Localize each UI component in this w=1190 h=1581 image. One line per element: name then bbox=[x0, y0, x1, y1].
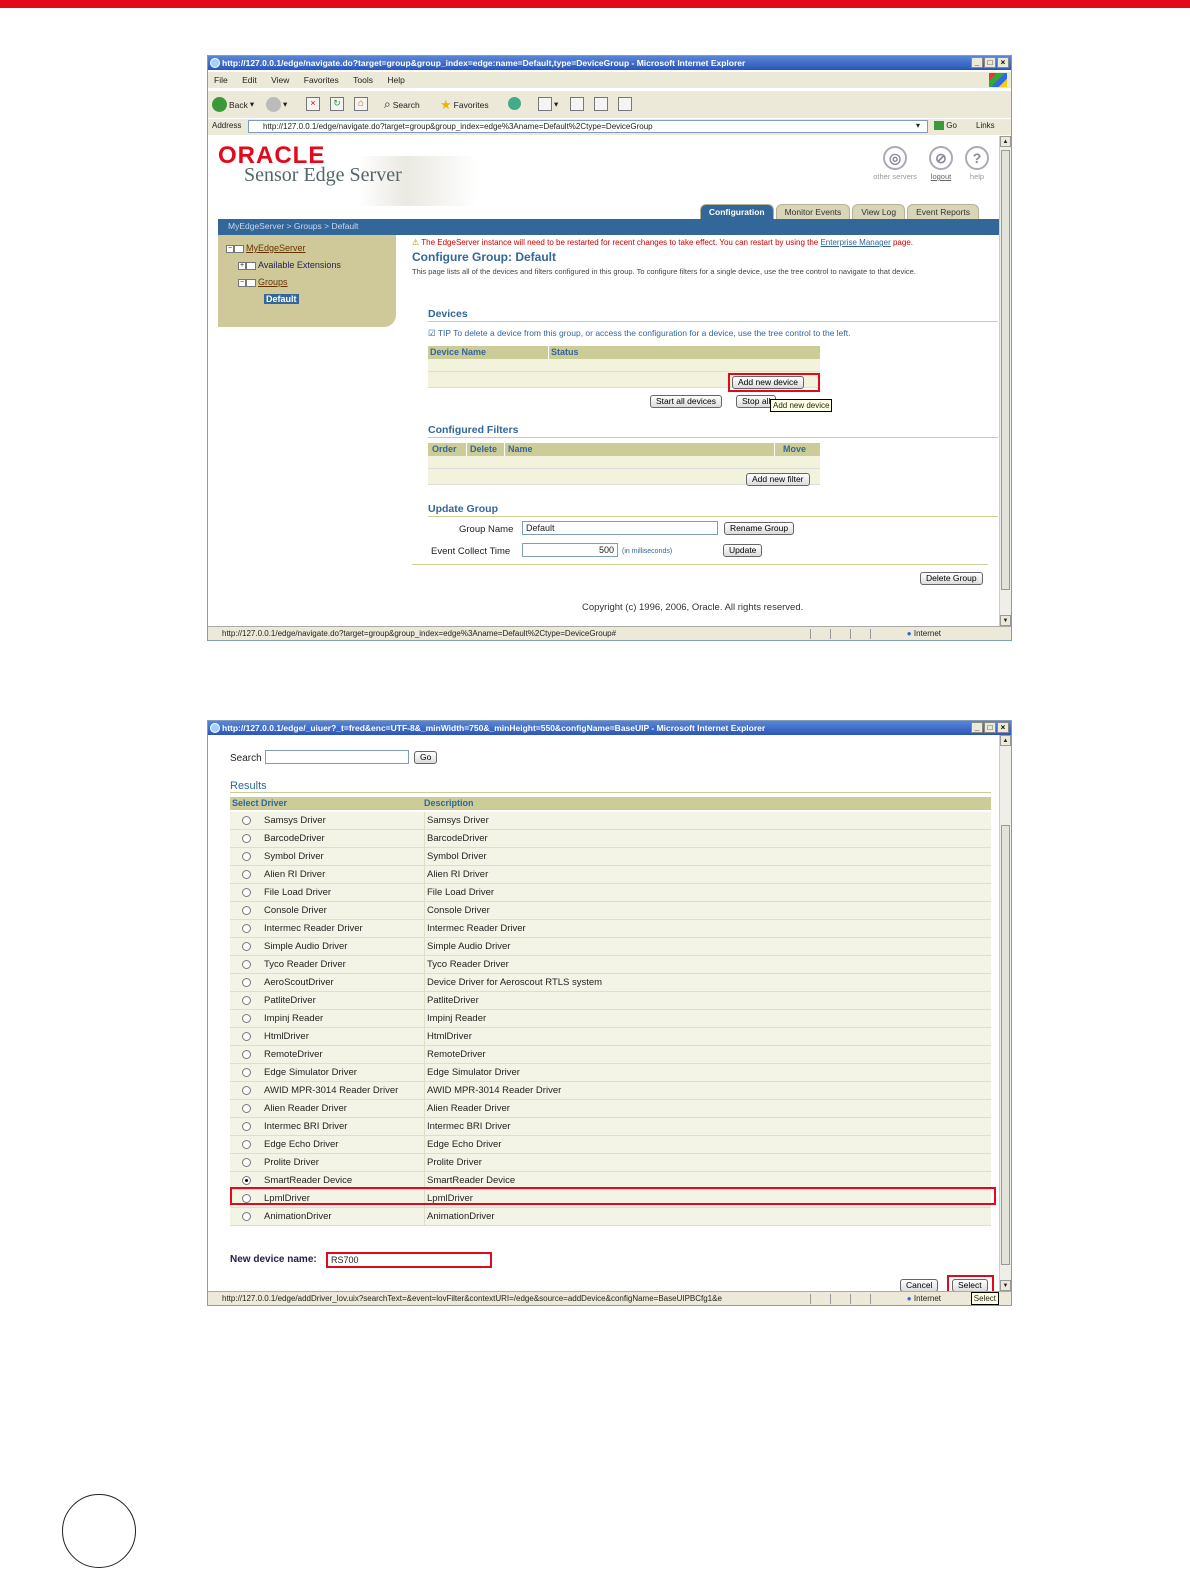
driver-row[interactable] bbox=[230, 1118, 991, 1136]
filters-section bbox=[428, 424, 998, 438]
servers-icon: ◎ bbox=[883, 146, 907, 170]
driver-radio[interactable] bbox=[242, 1032, 251, 1041]
status-url: http://127.0.0.1/edge/navigate.do?target=group&group_index=edge%3Aname=Default%2Ctype=DeviceGroup# bbox=[222, 629, 617, 638]
filters-empty-row bbox=[428, 456, 820, 469]
driver-name: Samsys Driver bbox=[264, 815, 326, 826]
driver-row[interactable] bbox=[230, 1082, 991, 1100]
stop-button[interactable] bbox=[306, 97, 320, 111]
close-icon[interactable]: × bbox=[997, 722, 1009, 733]
ie-icon bbox=[210, 723, 220, 733]
scroll-up-icon[interactable]: ▲ bbox=[1000, 136, 1011, 147]
driver-description: PatliteDriver bbox=[424, 992, 479, 1009]
driver-row[interactable] bbox=[230, 1100, 991, 1118]
status-zone: ● Internet bbox=[906, 629, 941, 638]
driver-description: Edge Echo Driver bbox=[424, 1136, 501, 1153]
navigation-tree bbox=[218, 235, 396, 327]
devices-section bbox=[428, 308, 998, 339]
expand-icon[interactable]: + bbox=[239, 261, 245, 269]
driver-name: RemoteDriver bbox=[264, 1049, 323, 1060]
menu-tools[interactable]: Tools bbox=[353, 75, 373, 85]
devices-tip: ☑ TIP To delete a device from this group, or access the configuration for a device, use the tree control to the left. bbox=[428, 328, 851, 338]
menu-help[interactable]: Help bbox=[387, 75, 405, 85]
driver-name: Alien RI Driver bbox=[264, 869, 326, 880]
driver-name: Symbol Driver bbox=[264, 851, 324, 862]
driver-name: Intermec BRI Driver bbox=[264, 1121, 348, 1132]
delete-group-button[interactable]: Delete Group bbox=[920, 572, 983, 585]
history-button[interactable] bbox=[508, 97, 521, 110]
driver-name: Prolite Driver bbox=[264, 1157, 319, 1168]
links-button[interactable]: Links bbox=[976, 121, 995, 130]
dialog-scrollbar[interactable] bbox=[999, 735, 1011, 1291]
new-device-label: New device name: bbox=[230, 1254, 317, 1265]
driver-name: LpmlDriver bbox=[264, 1193, 310, 1204]
add-new-device-button[interactable]: Add new device bbox=[732, 376, 804, 389]
driver-description: Tyco Reader Driver bbox=[424, 956, 509, 973]
globe-icon: ● bbox=[906, 1294, 912, 1303]
filters-table-header bbox=[428, 443, 820, 456]
driver-description: RemoteDriver bbox=[424, 1046, 486, 1063]
tab-event-reports[interactable]: Event Reports bbox=[907, 204, 979, 219]
scroll-thumb[interactable] bbox=[1001, 150, 1010, 590]
driver-radio[interactable] bbox=[242, 1122, 251, 1131]
driver-radio[interactable] bbox=[242, 1050, 251, 1059]
event-collect-label: Event Collect Time bbox=[431, 546, 511, 557]
group-name-label: Group Name bbox=[459, 524, 514, 535]
status-separator bbox=[830, 1294, 831, 1304]
messenger-icon bbox=[618, 97, 632, 111]
globe-icon: ● bbox=[906, 629, 912, 638]
address-dropdown-icon[interactable]: ▾ bbox=[916, 121, 921, 130]
cancel-button[interactable]: Cancel bbox=[900, 1279, 938, 1291]
scroll-thumb[interactable] bbox=[1001, 825, 1010, 1265]
menu-edit[interactable]: Edit bbox=[242, 75, 257, 85]
driver-row[interactable] bbox=[230, 848, 991, 866]
devices-heading: Devices bbox=[428, 308, 998, 322]
update-group-heading: Update Group bbox=[428, 503, 998, 517]
status-separator bbox=[850, 1294, 851, 1304]
tab-view-log[interactable]: View Log bbox=[852, 204, 905, 219]
driver-radio[interactable] bbox=[242, 978, 251, 987]
driver-row[interactable] bbox=[230, 1208, 991, 1226]
address-bar bbox=[208, 119, 1011, 135]
driver-description: Intermec BRI Driver bbox=[424, 1118, 510, 1135]
driver-row[interactable] bbox=[230, 956, 991, 974]
driver-row[interactable] bbox=[230, 1010, 991, 1028]
driver-name: AeroScoutDriver bbox=[264, 977, 334, 988]
add-device-tooltip: Add new device bbox=[770, 399, 832, 412]
menu-view[interactable]: View bbox=[271, 75, 290, 85]
home-icon: ⌂ bbox=[354, 97, 368, 111]
driver-description: AWID MPR-3014 Reader Driver bbox=[424, 1082, 561, 1099]
browser-window-configure-group bbox=[207, 55, 1012, 641]
col-device-name: Device Name bbox=[430, 347, 487, 357]
menu-file[interactable]: File bbox=[214, 75, 228, 85]
driver-radio[interactable] bbox=[242, 870, 251, 879]
tab-configuration[interactable]: Configuration bbox=[700, 204, 774, 219]
mail-button[interactable]: ▾ bbox=[538, 97, 558, 111]
status-separator bbox=[850, 629, 851, 639]
highlight-add-device bbox=[728, 373, 820, 392]
highlight-selected-row bbox=[230, 1187, 996, 1205]
address-label: Address bbox=[212, 121, 242, 130]
driver-name: HtmlDriver bbox=[264, 1031, 309, 1042]
stop-all-devices-button[interactable]: Stop all bbox=[736, 395, 776, 408]
driver-radio[interactable] bbox=[242, 942, 251, 951]
driver-radio[interactable] bbox=[242, 960, 251, 969]
driver-radio[interactable] bbox=[242, 1176, 251, 1185]
start-all-devices-button[interactable]: Start all devices bbox=[650, 395, 722, 408]
browser-window-select-driver bbox=[207, 720, 1012, 1306]
driver-name: Console Driver bbox=[264, 905, 327, 916]
star-icon: ★ bbox=[440, 97, 452, 112]
mail-icon bbox=[538, 97, 552, 111]
driver-name: PatliteDriver bbox=[264, 995, 316, 1006]
maximize-icon[interactable]: □ bbox=[984, 722, 996, 733]
col-status: Status bbox=[548, 346, 579, 359]
driver-description: Symbol Driver bbox=[424, 848, 487, 865]
driver-row[interactable] bbox=[230, 1046, 991, 1064]
go-button[interactable]: Go bbox=[414, 751, 437, 764]
go-button[interactable]: Go bbox=[934, 121, 957, 130]
select-tooltip: Select bbox=[971, 1292, 999, 1305]
section-divider bbox=[412, 564, 988, 565]
home-button[interactable] bbox=[354, 97, 368, 111]
status-separator bbox=[810, 1294, 811, 1304]
logout-link[interactable]: ⊘ logout bbox=[929, 146, 953, 181]
history-icon bbox=[508, 97, 521, 110]
window-title: http://127.0.0.1/edge/navigate.do?target=group&group_index=edge:name=Default,type=DeviceGroup - Microsoft Internet Explorer bbox=[222, 58, 746, 68]
driver-row[interactable] bbox=[230, 974, 991, 992]
print-icon bbox=[570, 97, 584, 111]
main-tabs bbox=[700, 204, 979, 219]
enterprise-manager-link[interactable]: Enterprise Manager bbox=[820, 238, 891, 247]
status-bar bbox=[208, 626, 1011, 640]
driver-row[interactable] bbox=[230, 1154, 991, 1172]
window-titlebar bbox=[208, 56, 1011, 70]
driver-name: Edge Echo Driver bbox=[264, 1139, 339, 1150]
driver-description: BarcodeDriver bbox=[424, 830, 488, 847]
page-content bbox=[208, 136, 999, 626]
driver-description: Prolite Driver bbox=[424, 1154, 482, 1171]
driver-description: Console Driver bbox=[424, 902, 490, 919]
driver-radio[interactable] bbox=[242, 1140, 251, 1149]
help-link[interactable]: ? help bbox=[965, 146, 989, 181]
scroll-down-icon[interactable]: ▼ bbox=[1000, 1280, 1011, 1291]
results-header bbox=[230, 797, 991, 810]
status-separator bbox=[810, 629, 811, 639]
status-separator bbox=[830, 629, 831, 639]
forward-arrow-icon bbox=[266, 97, 281, 112]
favorites-button[interactable]: ★ Favorites bbox=[440, 97, 489, 112]
status-separator bbox=[870, 629, 871, 639]
driver-row[interactable] bbox=[230, 866, 991, 884]
driver-description: Alien RI Driver bbox=[424, 866, 488, 883]
menu-bar bbox=[208, 72, 1011, 88]
browser-toolbar bbox=[208, 90, 1011, 118]
page-scrollbar[interactable] bbox=[999, 136, 1011, 626]
driver-radio[interactable] bbox=[242, 924, 251, 933]
driver-row[interactable] bbox=[230, 1064, 991, 1082]
driver-radio[interactable] bbox=[242, 888, 251, 897]
refresh-icon: ↻ bbox=[330, 97, 344, 111]
col-order: Order bbox=[432, 444, 457, 454]
driver-row[interactable] bbox=[230, 920, 991, 938]
driver-name: File Load Driver bbox=[264, 887, 332, 898]
driver-name: Edge Simulator Driver bbox=[264, 1067, 357, 1078]
search-icon: ⌕ bbox=[384, 97, 391, 111]
window-titlebar bbox=[208, 721, 1011, 735]
maximize-icon[interactable]: □ bbox=[984, 57, 996, 68]
driver-row[interactable] bbox=[230, 1028, 991, 1046]
col-select-driver: Select Driver bbox=[232, 798, 288, 808]
driver-description: File Load Driver bbox=[424, 884, 494, 901]
driver-description: Impinj Reader bbox=[424, 1010, 486, 1027]
windows-logo-icon bbox=[989, 73, 1007, 87]
col-description: Description bbox=[424, 798, 474, 808]
tree-item-root[interactable]: − MyEdgeServer bbox=[227, 243, 306, 253]
tree-item-extensions[interactable]: + Available Extensions bbox=[239, 260, 341, 270]
search-input[interactable] bbox=[265, 750, 409, 764]
driver-name: Intermec Reader Driver bbox=[264, 923, 363, 934]
driver-radio[interactable] bbox=[242, 1014, 251, 1023]
close-icon[interactable]: × bbox=[997, 57, 1009, 68]
new-device-name-input[interactable]: RS700 bbox=[326, 1252, 492, 1268]
copyright: Copyright (c) 1996, 2006, Oracle. All rights reserved. bbox=[582, 602, 804, 613]
global-links bbox=[873, 146, 989, 181]
driver-row[interactable] bbox=[230, 902, 991, 920]
page-description: This page lists all of the devices and filters configured in this group. To configure filters for a single device, use the tree control to navigate to that device. bbox=[412, 267, 916, 276]
stop-icon: × bbox=[306, 97, 320, 111]
page-number-circle bbox=[62, 1494, 136, 1568]
update-group-section bbox=[428, 503, 998, 517]
minimize-icon[interactable]: _ bbox=[971, 57, 983, 68]
tip-icon: ☑ bbox=[428, 328, 436, 338]
driver-row[interactable] bbox=[230, 884, 991, 902]
driver-radio[interactable] bbox=[242, 834, 251, 843]
address-input[interactable]: http://127.0.0.1/edge/navigate.do?target=group&group_index=edge%3Aname=Default%2Ctype=DeviceGroup bbox=[248, 120, 928, 133]
highlight-select-button bbox=[947, 1275, 994, 1291]
driver-description: Simple Audio Driver bbox=[424, 938, 510, 955]
status-url: http://127.0.0.1/edge/addDriver_lov.uix?searchText=&event=lovFilter&contextURI=/edge&source=addDevice&configName=BaseUIPBCfg1&e bbox=[222, 1294, 722, 1303]
dialog-content bbox=[208, 735, 999, 1291]
back-arrow-icon bbox=[212, 97, 227, 112]
col-delete: Delete bbox=[466, 443, 504, 456]
edit-button[interactable] bbox=[594, 97, 608, 111]
tree-item-default[interactable]: Default bbox=[266, 294, 297, 304]
driver-name: Impinj Reader bbox=[264, 1013, 324, 1024]
driver-row[interactable] bbox=[230, 1136, 991, 1154]
driver-description: Samsys Driver bbox=[424, 812, 489, 829]
driver-row[interactable] bbox=[230, 992, 991, 1010]
back-button[interactable]: Back ▾ bbox=[212, 97, 254, 112]
ie-icon bbox=[210, 58, 220, 68]
driver-description: Alien Reader Driver bbox=[424, 1100, 510, 1117]
main-panel bbox=[412, 238, 989, 277]
messenger-button[interactable] bbox=[618, 97, 632, 111]
driver-name: AnimationDriver bbox=[264, 1211, 332, 1222]
driver-radio[interactable] bbox=[242, 1104, 251, 1113]
driver-radio[interactable] bbox=[242, 1158, 251, 1167]
add-new-filter-button[interactable]: Add new filter bbox=[746, 473, 810, 486]
status-bar bbox=[208, 1291, 1011, 1305]
oracle-logo: ORACLE bbox=[218, 142, 326, 169]
status-separator bbox=[870, 1294, 871, 1304]
driver-name: Simple Audio Driver bbox=[264, 941, 348, 952]
driver-name: Tyco Reader Driver bbox=[264, 959, 346, 970]
folder-icon bbox=[246, 279, 256, 287]
col-move: Move bbox=[774, 443, 806, 456]
driver-name: AWID MPR-3014 Reader Driver bbox=[264, 1085, 399, 1096]
select-button[interactable]: Select bbox=[952, 1279, 988, 1291]
group-name-input[interactable]: Default bbox=[522, 521, 718, 535]
driver-row[interactable] bbox=[230, 830, 991, 848]
tab-monitor-events[interactable]: Monitor Events bbox=[776, 204, 851, 219]
driver-name: Alien Reader Driver bbox=[264, 1103, 347, 1114]
event-collect-input[interactable]: 500 bbox=[522, 543, 618, 557]
update-button[interactable]: Update bbox=[723, 544, 762, 557]
driver-radio[interactable] bbox=[242, 816, 251, 825]
scroll-up-icon[interactable]: ▲ bbox=[1000, 735, 1011, 746]
results-heading: Results bbox=[230, 780, 991, 793]
warning-icon: ⚠ bbox=[412, 238, 420, 247]
folder-icon bbox=[246, 262, 256, 270]
product-name: Sensor Edge Server bbox=[244, 164, 402, 186]
collapse-icon[interactable]: − bbox=[227, 244, 233, 252]
driver-radio[interactable] bbox=[242, 906, 251, 915]
restart-warning: ⚠ The EdgeServer instance will need to be restarted for recent changes to take effect. You can restart by using the Enterprise Manager page. bbox=[412, 238, 913, 247]
driver-description: Intermec Reader Driver bbox=[424, 920, 526, 937]
driver-name: SmartReader Device bbox=[264, 1175, 353, 1186]
logout-icon: ⊘ bbox=[929, 146, 953, 170]
driver-row[interactable] bbox=[230, 938, 991, 956]
filters-heading: Configured Filters bbox=[428, 424, 998, 438]
driver-description: HtmlDriver bbox=[424, 1028, 472, 1045]
driver-description: SmartReader Device bbox=[424, 1172, 515, 1189]
driver-description: Device Driver for Aeroscout RTLS system bbox=[424, 974, 602, 991]
driver-radio[interactable] bbox=[242, 1212, 251, 1221]
folder-icon bbox=[234, 245, 244, 253]
other-servers-link[interactable]: ◎ other servers bbox=[873, 146, 917, 181]
devices-empty-row bbox=[428, 359, 820, 372]
go-arrow-icon bbox=[934, 121, 944, 130]
menu-favorites[interactable]: Favorites bbox=[303, 75, 339, 85]
breadcrumb[interactable]: MyEdgeServer > Groups > Default bbox=[218, 219, 999, 235]
driver-radio[interactable] bbox=[242, 852, 251, 861]
forward-button[interactable]: ▾ bbox=[266, 97, 287, 112]
driver-row[interactable] bbox=[230, 812, 991, 830]
driver-radio[interactable] bbox=[242, 1068, 251, 1077]
tree-item-groups[interactable]: − Groups bbox=[239, 277, 288, 287]
top-red-rule bbox=[0, 0, 1190, 8]
help-icon: ? bbox=[965, 146, 989, 170]
scroll-down-icon[interactable]: ▼ bbox=[1000, 615, 1011, 626]
driver-name: BarcodeDriver bbox=[264, 833, 325, 844]
col-name: Name bbox=[504, 443, 774, 456]
print-button[interactable] bbox=[570, 97, 584, 111]
driver-description: AnimationDriver bbox=[424, 1208, 495, 1225]
driver-description: LpmlDriver bbox=[424, 1190, 473, 1207]
devices-table-header bbox=[428, 346, 820, 359]
search-label: Search bbox=[230, 753, 262, 764]
driver-description: Edge Simulator Driver bbox=[424, 1064, 520, 1081]
page-title: Configure Group: Default bbox=[412, 250, 556, 264]
search-button[interactable]: ⌕ Search bbox=[384, 97, 420, 111]
minimize-icon[interactable]: _ bbox=[971, 722, 983, 733]
refresh-button[interactable] bbox=[330, 97, 344, 111]
edit-icon bbox=[594, 97, 608, 111]
driver-radio[interactable] bbox=[242, 996, 251, 1005]
collapse-icon[interactable]: − bbox=[239, 278, 245, 286]
driver-radio[interactable] bbox=[242, 1086, 251, 1095]
milliseconds-hint: (in milliseconds) bbox=[622, 548, 673, 555]
status-zone: ● Internet bbox=[906, 1294, 941, 1303]
window-title: http://127.0.0.1/edge/_uiuer?_t=fred&enc=UTF-8&_minWidth=750&_minHeight=550&configName=BaseUIP - Microsoft Internet Explorer bbox=[222, 723, 766, 733]
rename-group-button[interactable]: Rename Group bbox=[724, 522, 794, 535]
